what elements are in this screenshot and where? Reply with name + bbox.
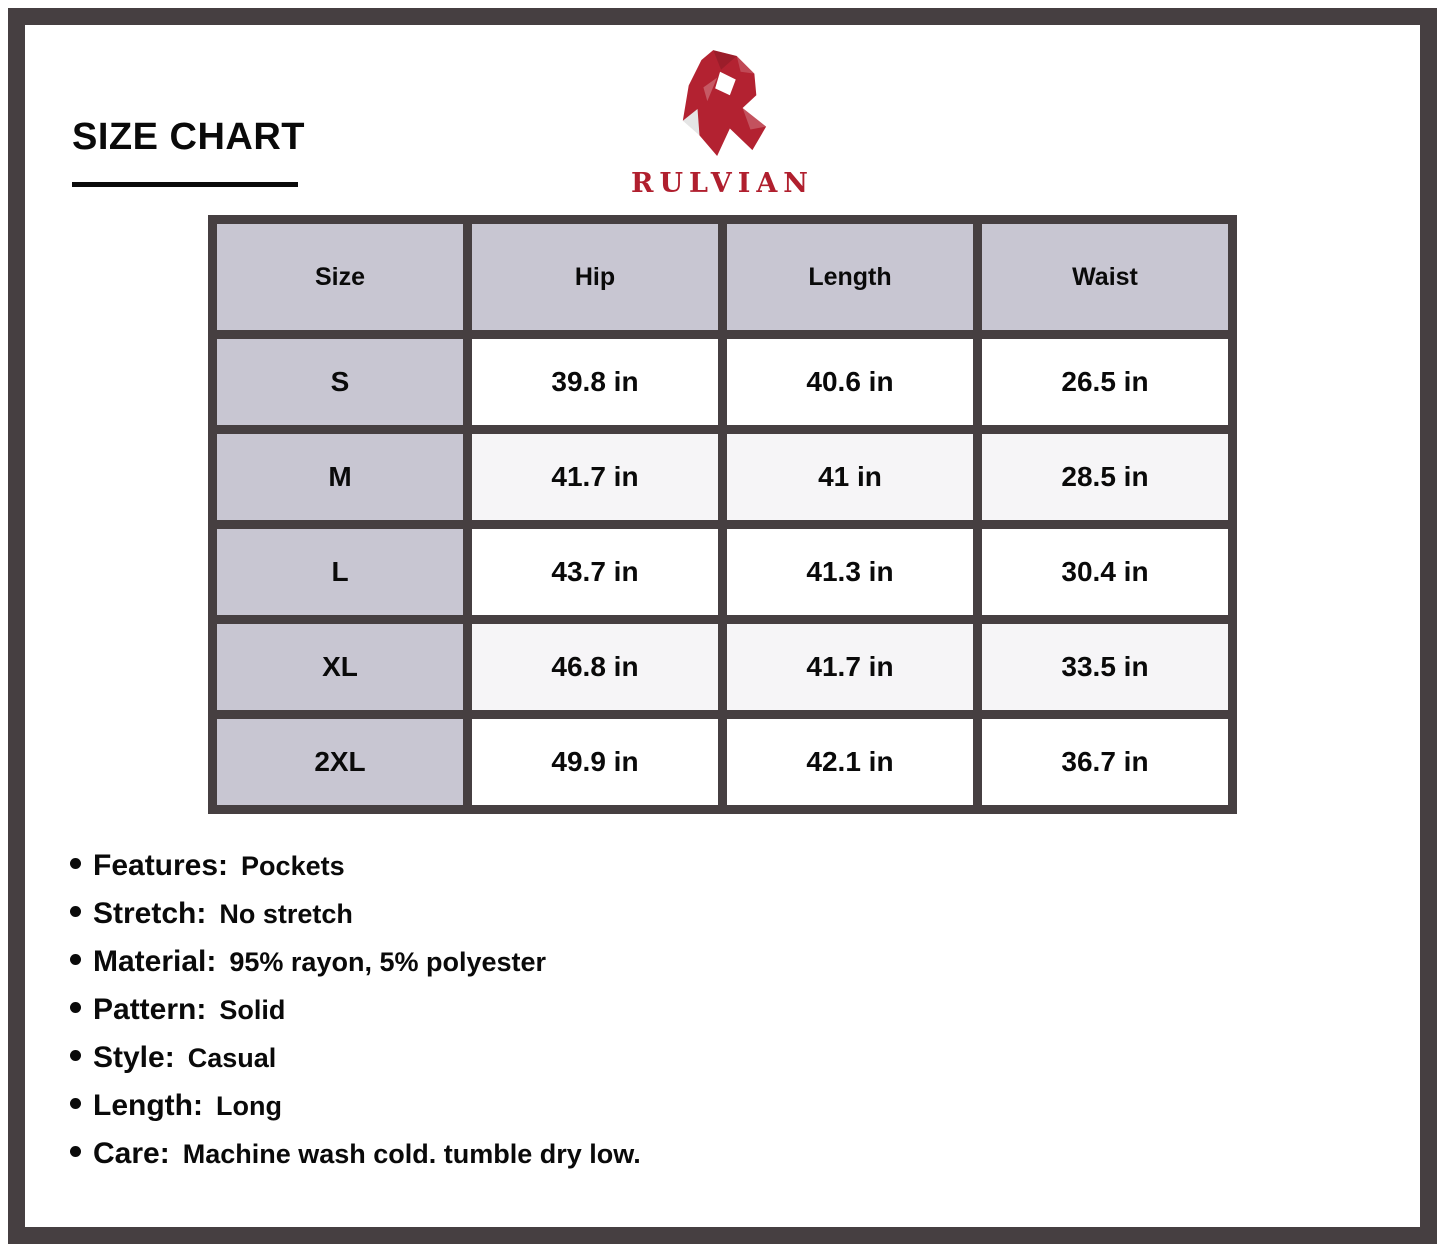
bullet-icon: [70, 1146, 81, 1157]
column-header-hip: Hip: [472, 224, 718, 330]
table-cell: 26.5 in: [982, 339, 1228, 425]
size-cell: 2XL: [217, 719, 463, 805]
table-cell: 42.1 in: [727, 719, 973, 805]
table-cell: 41 in: [727, 434, 973, 520]
table-cell: 41.7 in: [472, 434, 718, 520]
table-cell: 28.5 in: [982, 434, 1228, 520]
bullet-icon: [70, 1098, 81, 1109]
table-cell: 41.7 in: [727, 624, 973, 710]
bullet-icon: [70, 1050, 81, 1061]
list-item: [70, 1038, 641, 1078]
size-cell: XL: [217, 624, 463, 710]
column-header-size: Size: [217, 224, 463, 330]
list-item: [70, 942, 641, 982]
detail-value: 95% rayon, 5% polyester: [229, 946, 547, 977]
title-underline: [72, 182, 298, 187]
detail-value: Solid: [219, 994, 286, 1025]
column-header-waist: Waist: [982, 224, 1228, 330]
list-item: [70, 894, 641, 934]
bullet-icon: [70, 906, 81, 917]
product-details-list: [70, 846, 641, 1182]
table-cell: 36.7 in: [982, 719, 1228, 805]
size-cell: S: [217, 339, 463, 425]
detail-value: No stretch: [219, 898, 353, 929]
rulvian-r-mark-icon: [674, 48, 772, 166]
size-chart-table: [208, 215, 1237, 814]
detail-label: Pattern:: [93, 993, 207, 1026]
table-cell: 40.6 in: [727, 339, 973, 425]
table-cell: 41.3 in: [727, 529, 973, 615]
column-header-length: Length: [727, 224, 973, 330]
detail-value: Long: [215, 1090, 282, 1121]
bullet-icon: [70, 954, 81, 965]
size-cell: M: [217, 434, 463, 520]
detail-label: Care:: [93, 1137, 170, 1170]
table-cell: 33.5 in: [982, 624, 1228, 710]
detail-label: Stretch:: [93, 897, 207, 930]
detail-label: Material:: [93, 945, 217, 978]
table-cell: 39.8 in: [472, 339, 718, 425]
page-title: SIZE CHART: [72, 116, 305, 158]
list-item: [70, 846, 641, 886]
size-cell: L: [217, 529, 463, 615]
brand-name: RULVIAN: [631, 168, 814, 199]
brand-logo: [573, 48, 873, 199]
detail-value: Pockets: [241, 850, 345, 881]
table-cell: 30.4 in: [982, 529, 1228, 615]
bullet-icon: [70, 1002, 81, 1013]
table-cell: 46.8 in: [472, 624, 718, 710]
list-item: [70, 990, 641, 1030]
detail-label: Style:: [93, 1041, 175, 1074]
table-cell: 49.9 in: [472, 719, 718, 805]
detail-value: Machine wash cold. tumble dry low.: [182, 1138, 641, 1169]
list-item: [70, 1086, 641, 1126]
detail-label: Length:: [93, 1089, 203, 1122]
detail-label: Features:: [93, 849, 229, 882]
bullet-icon: [70, 858, 81, 869]
table-cell: 43.7 in: [472, 529, 718, 615]
list-item: [70, 1134, 641, 1174]
detail-value: Casual: [187, 1042, 277, 1073]
